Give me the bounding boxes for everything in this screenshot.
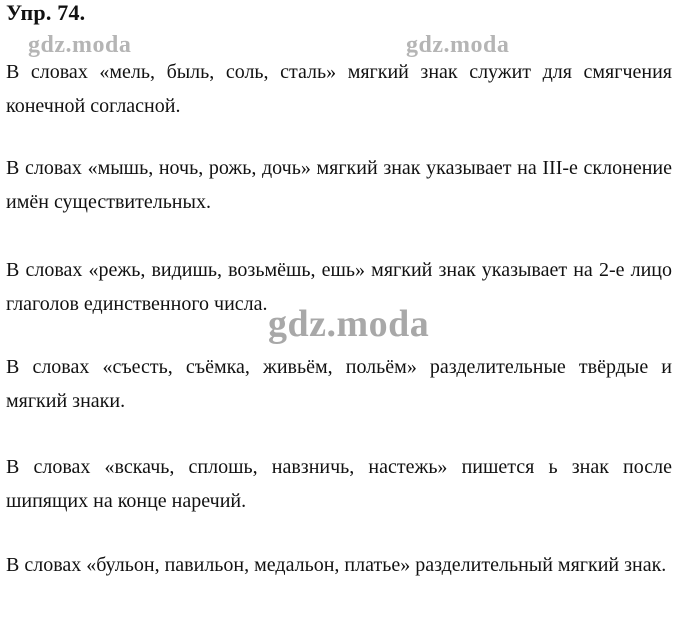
watermark: gdz.moda <box>28 32 132 58</box>
watermark: gdz.moda <box>268 303 430 345</box>
paragraph: В словах «мель, быль, соль, сталь» мягкий знак служит для смягчения конечной согласной. <box>6 61 672 117</box>
watermark: gdz.moda <box>406 32 510 58</box>
paragraph: В словах «режь, видишь, возьмёшь, ешь» мягкий знак указывает на 2-е лицо глаголов единственного числа. <box>6 259 672 315</box>
paragraph: В словах «бульон, павильон, медальон, платье» разделительный мягкий знак. <box>6 554 667 576</box>
paragraph: В словах «вскачь, сплошь, навзничь, настежь» пишется ь знак после шипящих на конце наречий. <box>6 456 672 512</box>
exercise-title: Упр. 74. <box>6 0 86 25</box>
paragraph: В словах «съесть, съёмка, живьём, польём» разделительные твёрдые и мягкий знаки. <box>6 356 672 412</box>
paragraph: В словах «мышь, ночь, рожь, дочь» мягкий знак указывает на III-е склонение имён существительных. <box>6 157 672 213</box>
